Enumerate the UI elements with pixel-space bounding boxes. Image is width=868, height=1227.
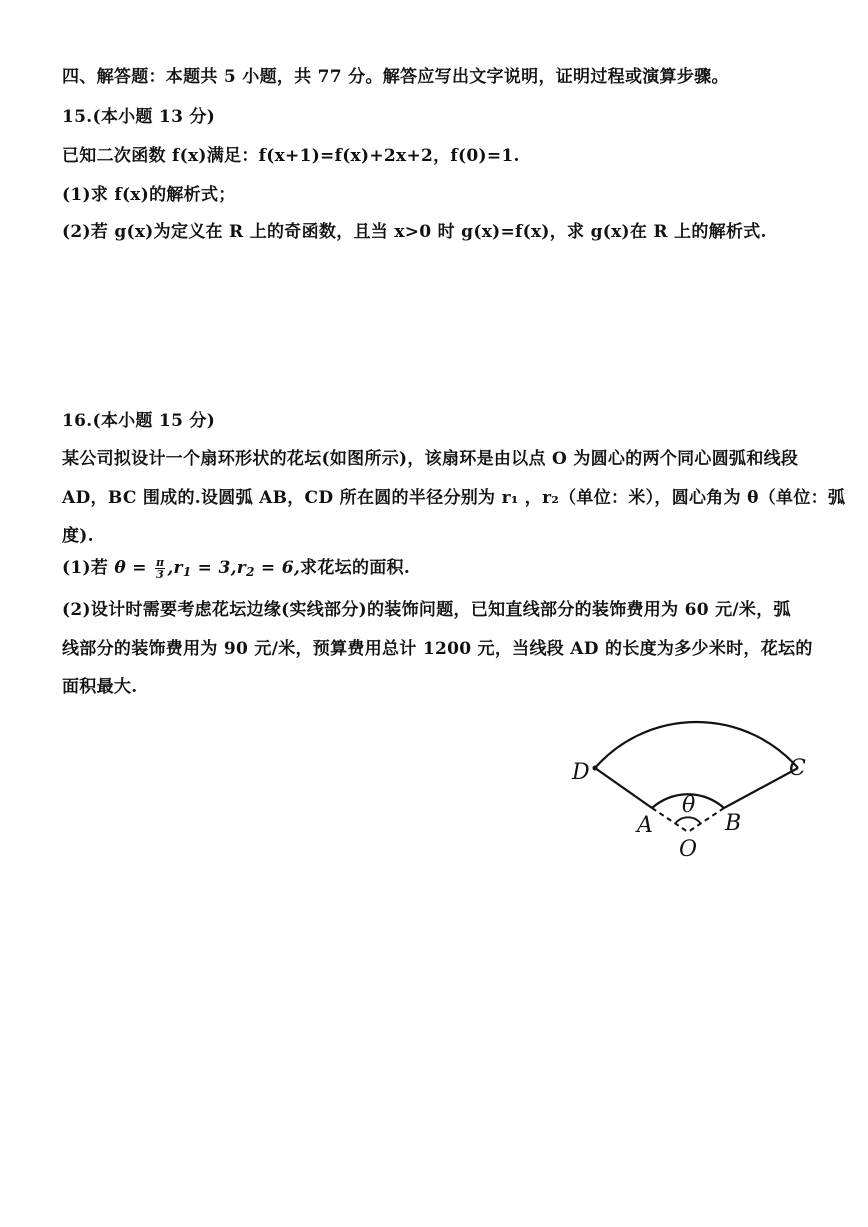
q16-part1-r2-val: = 6, bbox=[254, 558, 301, 578]
q16-stem-line2: AD，BC 围成的.设圆弧 AB，CD 所在圆的半径分别为 r₁ ，r₂（单位：米），圆心角为 θ（单位：弧 bbox=[62, 488, 846, 508]
segment-bc bbox=[724, 768, 798, 808]
angle-mark bbox=[675, 817, 701, 824]
label-a: A bbox=[637, 813, 653, 838]
label-b: B bbox=[725, 811, 742, 836]
q16-part1-r1: ,r bbox=[167, 558, 183, 578]
label-o: O bbox=[679, 837, 698, 862]
fraction-denominator: 3 bbox=[156, 568, 165, 581]
q16-part1 bbox=[62, 557, 410, 583]
q16-part2-line1: (2)设计时需要考虑花坛边缘(实线部分)的装饰问题，已知直线部分的装饰费用为 60 元/米，弧 bbox=[62, 600, 791, 620]
q16-part1-fraction bbox=[155, 557, 165, 580]
label-c: C bbox=[789, 756, 806, 781]
q16-part1-r1-sub: 1 bbox=[182, 565, 192, 579]
q16-part2-line2: 线部分的装饰费用为 90 元/米，预算费用总计 1200 元，当线段 AD 的长度为多少米时，花坛的 bbox=[62, 639, 813, 659]
label-d: D bbox=[572, 760, 590, 785]
q16-number: 16.(本小题 15 分) bbox=[62, 411, 216, 431]
section-heading: 四、解答题：本题共 5 小题，共 77 分。解答应写出文字说明，证明过程或演算步骤。 bbox=[62, 67, 729, 87]
q15-part1: (1)求 f(x)的解析式； bbox=[62, 185, 236, 205]
q15-part2: (2)若 g(x)为定义在 R 上的奇函数，且当 x>0 时 g(x)=f(x)，求 g(x)在 R 上的解析式. bbox=[62, 222, 767, 242]
sector-ring-figure bbox=[570, 700, 820, 870]
point-d bbox=[593, 766, 598, 771]
q16-stem-line1: 某公司拟设计一个扇环形状的花坛(如图所示)，该扇环是由以点 O 为圆心的两个同心圆弧和线段 bbox=[62, 449, 799, 469]
q16-part1-tail: 求花坛的面积. bbox=[300, 558, 411, 578]
q15-stem: 已知二次函数 f(x)满足：f(x+1)=f(x)+2x+2，f(0)=1. bbox=[62, 146, 520, 166]
q16-part1-r2-sub: 2 bbox=[246, 565, 255, 579]
outer-arc-cd bbox=[595, 722, 798, 768]
segment-ad bbox=[595, 768, 652, 808]
q16-part1-theta: θ = bbox=[114, 558, 153, 578]
label-theta: θ bbox=[682, 793, 696, 818]
fraction-numerator: π bbox=[155, 556, 165, 569]
q16-stem-line3: 度). bbox=[62, 526, 94, 546]
q15-number: 15.(本小题 13 分) bbox=[62, 107, 216, 127]
q16-part1-prefix: (1)若 bbox=[62, 558, 109, 578]
q16-part1-r1-val: = 3,r bbox=[191, 558, 247, 578]
q16-part2-line3: 面积最大. bbox=[62, 677, 138, 697]
